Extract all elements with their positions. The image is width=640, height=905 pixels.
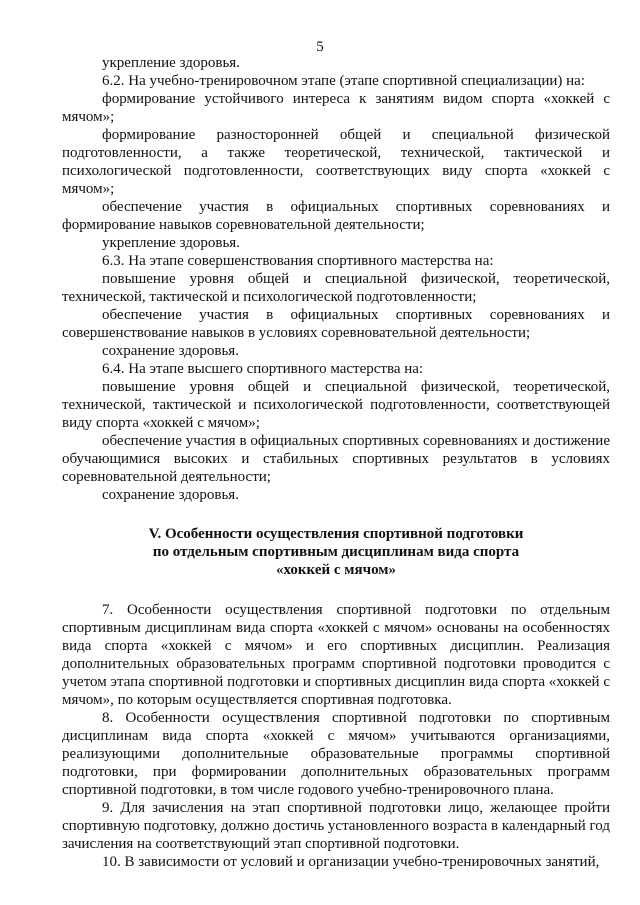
paragraph: 6.4. На этапе высшего спортивного мастерства на: <box>102 361 424 377</box>
paragraph: 6.3. На этапе совершенствования спортивного мастерства на: <box>102 253 494 269</box>
paragraph: обеспечение участия в официальных спортивных соревнованиях и формирование навыков соревновательной деятельности; <box>62 199 610 233</box>
document-body <box>62 54 610 871</box>
paragraph: повышение уровня общей и специальной физической, теоретической, технической, тактической и психологической подготовленности; <box>62 271 610 305</box>
paragraph: 10. В зависимости от условий и организации учебно-тренировочных занятий, <box>102 854 600 870</box>
paragraph: 8. Особенности осуществления спортивной подготовки по спортивным дисциплинам вида спорта «хоккей с мячом» учитываются организациями, реализующими дополнительные образовательные программы спортивной подготовки, при формировании дополнительных образовательных программ спортивной подготовки, в том числе годового учебно-тренировочного плана. <box>62 710 610 798</box>
paragraph: обеспечение участия в официальных спортивных соревнованиях и совершенствование навыков в условиях соревновательной деятельности; <box>62 307 610 341</box>
page-number: 5 <box>316 39 324 55</box>
paragraph: 9. Для зачисления на этап спортивной подготовки лицо, желающее пройти спортивную подготовку, должно достичь установленного возраста в календарный год зачисления на соответствующий этап спортивной подготовки. <box>62 800 610 852</box>
paragraph: укрепление здоровья. <box>102 235 240 251</box>
paragraph: укрепление здоровья. <box>102 55 240 71</box>
section-heading <box>62 525 610 579</box>
paragraph: сохранение здоровья. <box>102 343 239 359</box>
paragraph: повышение уровня общей и специальной физической, теоретической, технической, тактической и психологической подготовленности, соответствующей виду спорта «хоккей с мячом»; <box>62 379 610 431</box>
paragraph: сохранение здоровья. <box>102 487 239 503</box>
section-heading-line: по отдельным спортивным дисциплинам вида спорта <box>152 544 520 560</box>
paragraph: 7. Особенности осуществления спортивной подготовки по отдельным спортивным дисциплинам вида спорта «хоккей с мячом» основаны на особенностях вида спорта «хоккей с мячом» и его спортивных дисциплин. Реализация дополнительных образовательных программ спортивной подготовки проводится с учетом этапа спортивной подготовки и спортивных дисциплин вида спорта «хоккей с мячом», по которым осуществляется спортивная подготовка. <box>62 602 610 708</box>
paragraph: формирование устойчивого интереса к занятиям видом спорта «хоккей с мячом»; <box>62 91 610 125</box>
paragraph: формирование разносторонней общей и специальной физической подготовленности, а также теоретической, технической, тактической и психологической подготовленности, соответствующих виду спорта «хоккей с мячом»; <box>62 127 610 197</box>
paragraph: обеспечение участия в официальных спортивных соревнованиях и достижение обучающимися высоких и стабильных спортивных результатов в условиях соревновательной деятельности; <box>62 433 610 485</box>
section-heading-line: «хоккей с мячом» <box>275 562 397 578</box>
section-heading-line: V. Особенности осуществления спортивной подготовки <box>148 526 524 542</box>
paragraph: 6.2. На учебно-тренировочном этапе (этапе спортивной специализации) на: <box>102 73 585 89</box>
